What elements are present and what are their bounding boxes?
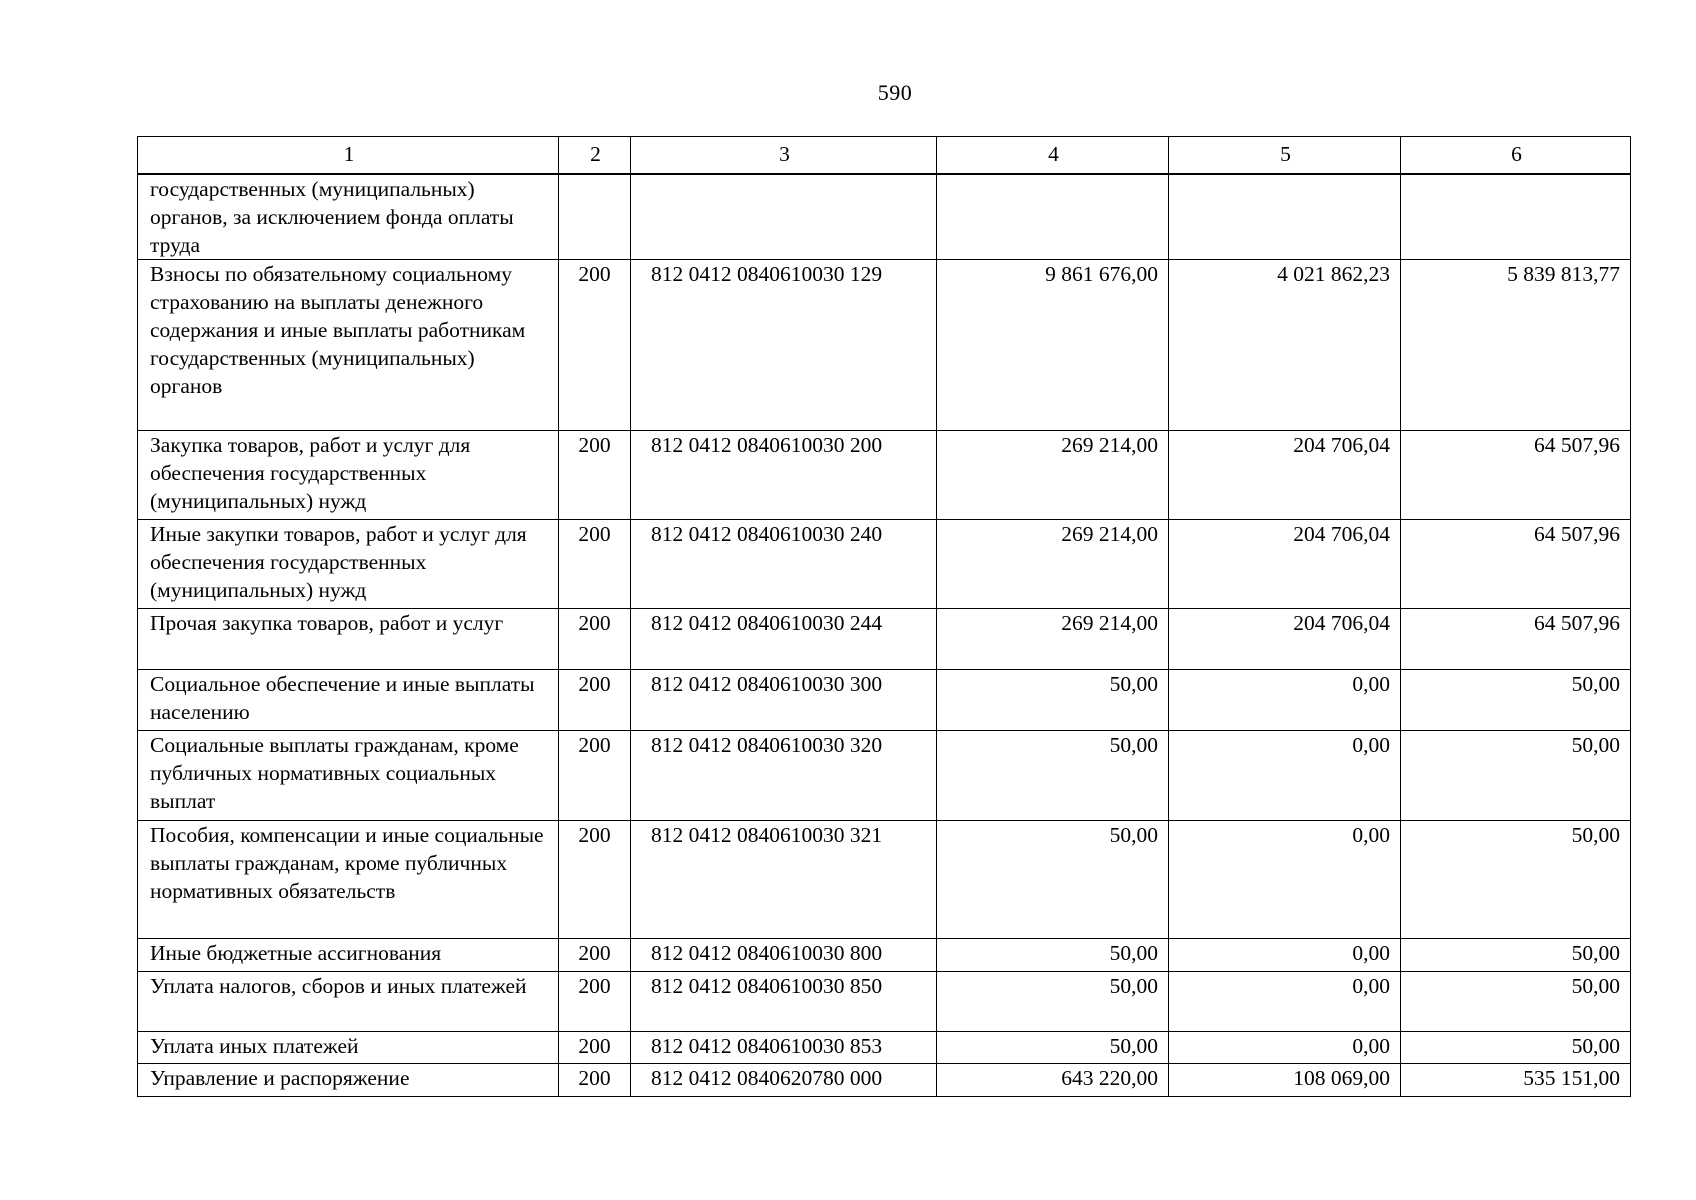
row-name-cell: Пособия, компенсации и иные социальные выплаты гражданам, кроме публичных нормативных обязательств xyxy=(138,821,559,939)
row-approved-cell: 269 214,00 xyxy=(937,609,1169,670)
table-row xyxy=(138,260,1631,431)
row-unexecuted-cell: 50,00 xyxy=(1401,731,1631,821)
column-header-4: 4 xyxy=(937,137,1169,175)
row-approved-cell: 269 214,00 xyxy=(937,520,1169,609)
row-kbk-cell: 812 0412 0840610030 320 xyxy=(631,731,937,821)
row-code-cell: 200 xyxy=(559,939,631,972)
row-approved-cell: 50,00 xyxy=(937,670,1169,731)
column-header-3: 3 xyxy=(631,137,937,175)
row-executed-cell: 0,00 xyxy=(1169,731,1401,821)
row-code-cell: 200 xyxy=(559,609,631,670)
row-executed-cell: 0,00 xyxy=(1169,939,1401,972)
row-kbk-cell: 812 0412 0840610030 244 xyxy=(631,609,937,670)
column-header-2: 2 xyxy=(559,137,631,175)
row-name-cell: Взносы по обязательному социальному страхованию на выплаты денежного содержания и иные выплаты работникам государственных (муниципальных) органов xyxy=(138,260,559,431)
row-approved-cell: 50,00 xyxy=(937,1032,1169,1064)
row-name-cell: государственных (муниципальных) органов, за исключением фонда оплаты труда xyxy=(138,174,559,260)
row-unexecuted-cell: 50,00 xyxy=(1401,1032,1631,1064)
row-kbk-cell: 812 0412 0840610030 240 xyxy=(631,520,937,609)
row-code-cell: 200 xyxy=(559,260,631,431)
row-code-cell: 200 xyxy=(559,670,631,731)
row-kbk-cell: 812 0412 0840610030 129 xyxy=(631,260,937,431)
row-name-cell: Уплата налогов, сборов и иных платежей xyxy=(138,972,559,1032)
row-executed-cell: 204 706,04 xyxy=(1169,520,1401,609)
row-kbk-cell: 812 0412 0840610030 853 xyxy=(631,1032,937,1064)
row-unexecuted-cell: 50,00 xyxy=(1401,670,1631,731)
row-kbk-cell: 812 0412 0840610030 300 xyxy=(631,670,937,731)
table-row xyxy=(138,670,1631,731)
row-executed-cell: 0,00 xyxy=(1169,821,1401,939)
row-code-cell: 200 xyxy=(559,1032,631,1064)
row-name-cell: Закупка товаров, работ и услуг для обеспечения государственных (муниципальных) нужд xyxy=(138,431,559,520)
row-approved-cell: 50,00 xyxy=(937,731,1169,821)
row-executed-cell: 0,00 xyxy=(1169,1032,1401,1064)
row-name-cell: Иные бюджетные ассигнования xyxy=(138,939,559,972)
row-executed-cell: 204 706,04 xyxy=(1169,609,1401,670)
row-unexecuted-cell: 64 507,96 xyxy=(1401,609,1631,670)
column-header-1: 1 xyxy=(138,137,559,175)
row-name-cell: Прочая закупка товаров, работ и услуг xyxy=(138,609,559,670)
table-row xyxy=(138,731,1631,821)
row-name-cell: Иные закупки товаров, работ и услуг для обеспечения государственных (муниципальных) нужд xyxy=(138,520,559,609)
row-approved-cell: 643 220,00 xyxy=(937,1064,1169,1097)
row-kbk-cell xyxy=(631,174,937,260)
table-row xyxy=(138,431,1631,520)
row-approved-cell: 50,00 xyxy=(937,972,1169,1032)
table-row xyxy=(138,520,1631,609)
row-executed-cell xyxy=(1169,174,1401,260)
row-code-cell: 200 xyxy=(559,520,631,609)
table-row xyxy=(138,972,1631,1032)
row-kbk-cell: 812 0412 0840610030 850 xyxy=(631,972,937,1032)
table-row xyxy=(138,174,1631,260)
row-kbk-cell: 812 0412 0840610030 321 xyxy=(631,821,937,939)
table-row xyxy=(138,939,1631,972)
row-executed-cell: 204 706,04 xyxy=(1169,431,1401,520)
row-approved-cell xyxy=(937,174,1169,260)
row-executed-cell: 0,00 xyxy=(1169,972,1401,1032)
row-code-cell: 200 xyxy=(559,972,631,1032)
column-number-header-row xyxy=(138,137,1631,175)
row-approved-cell: 50,00 xyxy=(937,939,1169,972)
table-row xyxy=(138,1064,1631,1097)
column-header-5: 5 xyxy=(1169,137,1401,175)
row-code-cell: 200 xyxy=(559,731,631,821)
row-name-cell: Управление и распоряжение xyxy=(138,1064,559,1097)
table-row xyxy=(138,821,1631,939)
row-unexecuted-cell xyxy=(1401,174,1631,260)
row-kbk-cell: 812 0412 0840610030 200 xyxy=(631,431,937,520)
row-name-cell: Социальное обеспечение и иные выплаты населению xyxy=(138,670,559,731)
row-code-cell: 200 xyxy=(559,1064,631,1097)
row-executed-cell: 0,00 xyxy=(1169,670,1401,731)
table-row xyxy=(138,1032,1631,1064)
row-unexecuted-cell: 64 507,96 xyxy=(1401,520,1631,609)
row-approved-cell: 269 214,00 xyxy=(937,431,1169,520)
row-unexecuted-cell: 50,00 xyxy=(1401,972,1631,1032)
row-unexecuted-cell: 535 151,00 xyxy=(1401,1064,1631,1097)
table-row xyxy=(138,609,1631,670)
row-kbk-cell: 812 0412 0840610030 800 xyxy=(631,939,937,972)
budget-execution-table xyxy=(137,136,1631,1097)
page-number: 590 xyxy=(877,80,913,105)
row-kbk-cell: 812 0412 0840620780 000 xyxy=(631,1064,937,1097)
row-unexecuted-cell: 50,00 xyxy=(1401,939,1631,972)
row-code-cell: 200 xyxy=(559,431,631,520)
row-approved-cell: 50,00 xyxy=(937,821,1169,939)
row-name-cell: Уплата иных платежей xyxy=(138,1032,559,1064)
row-code-cell xyxy=(559,174,631,260)
row-approved-cell: 9 861 676,00 xyxy=(937,260,1169,431)
row-executed-cell: 108 069,00 xyxy=(1169,1064,1401,1097)
row-unexecuted-cell: 5 839 813,77 xyxy=(1401,260,1631,431)
row-unexecuted-cell: 64 507,96 xyxy=(1401,431,1631,520)
row-unexecuted-cell: 50,00 xyxy=(1401,821,1631,939)
column-header-6: 6 xyxy=(1401,137,1631,175)
row-code-cell: 200 xyxy=(559,821,631,939)
row-name-cell: Социальные выплаты гражданам, кроме публичных нормативных социальных выплат xyxy=(138,731,559,821)
row-executed-cell: 4 021 862,23 xyxy=(1169,260,1401,431)
